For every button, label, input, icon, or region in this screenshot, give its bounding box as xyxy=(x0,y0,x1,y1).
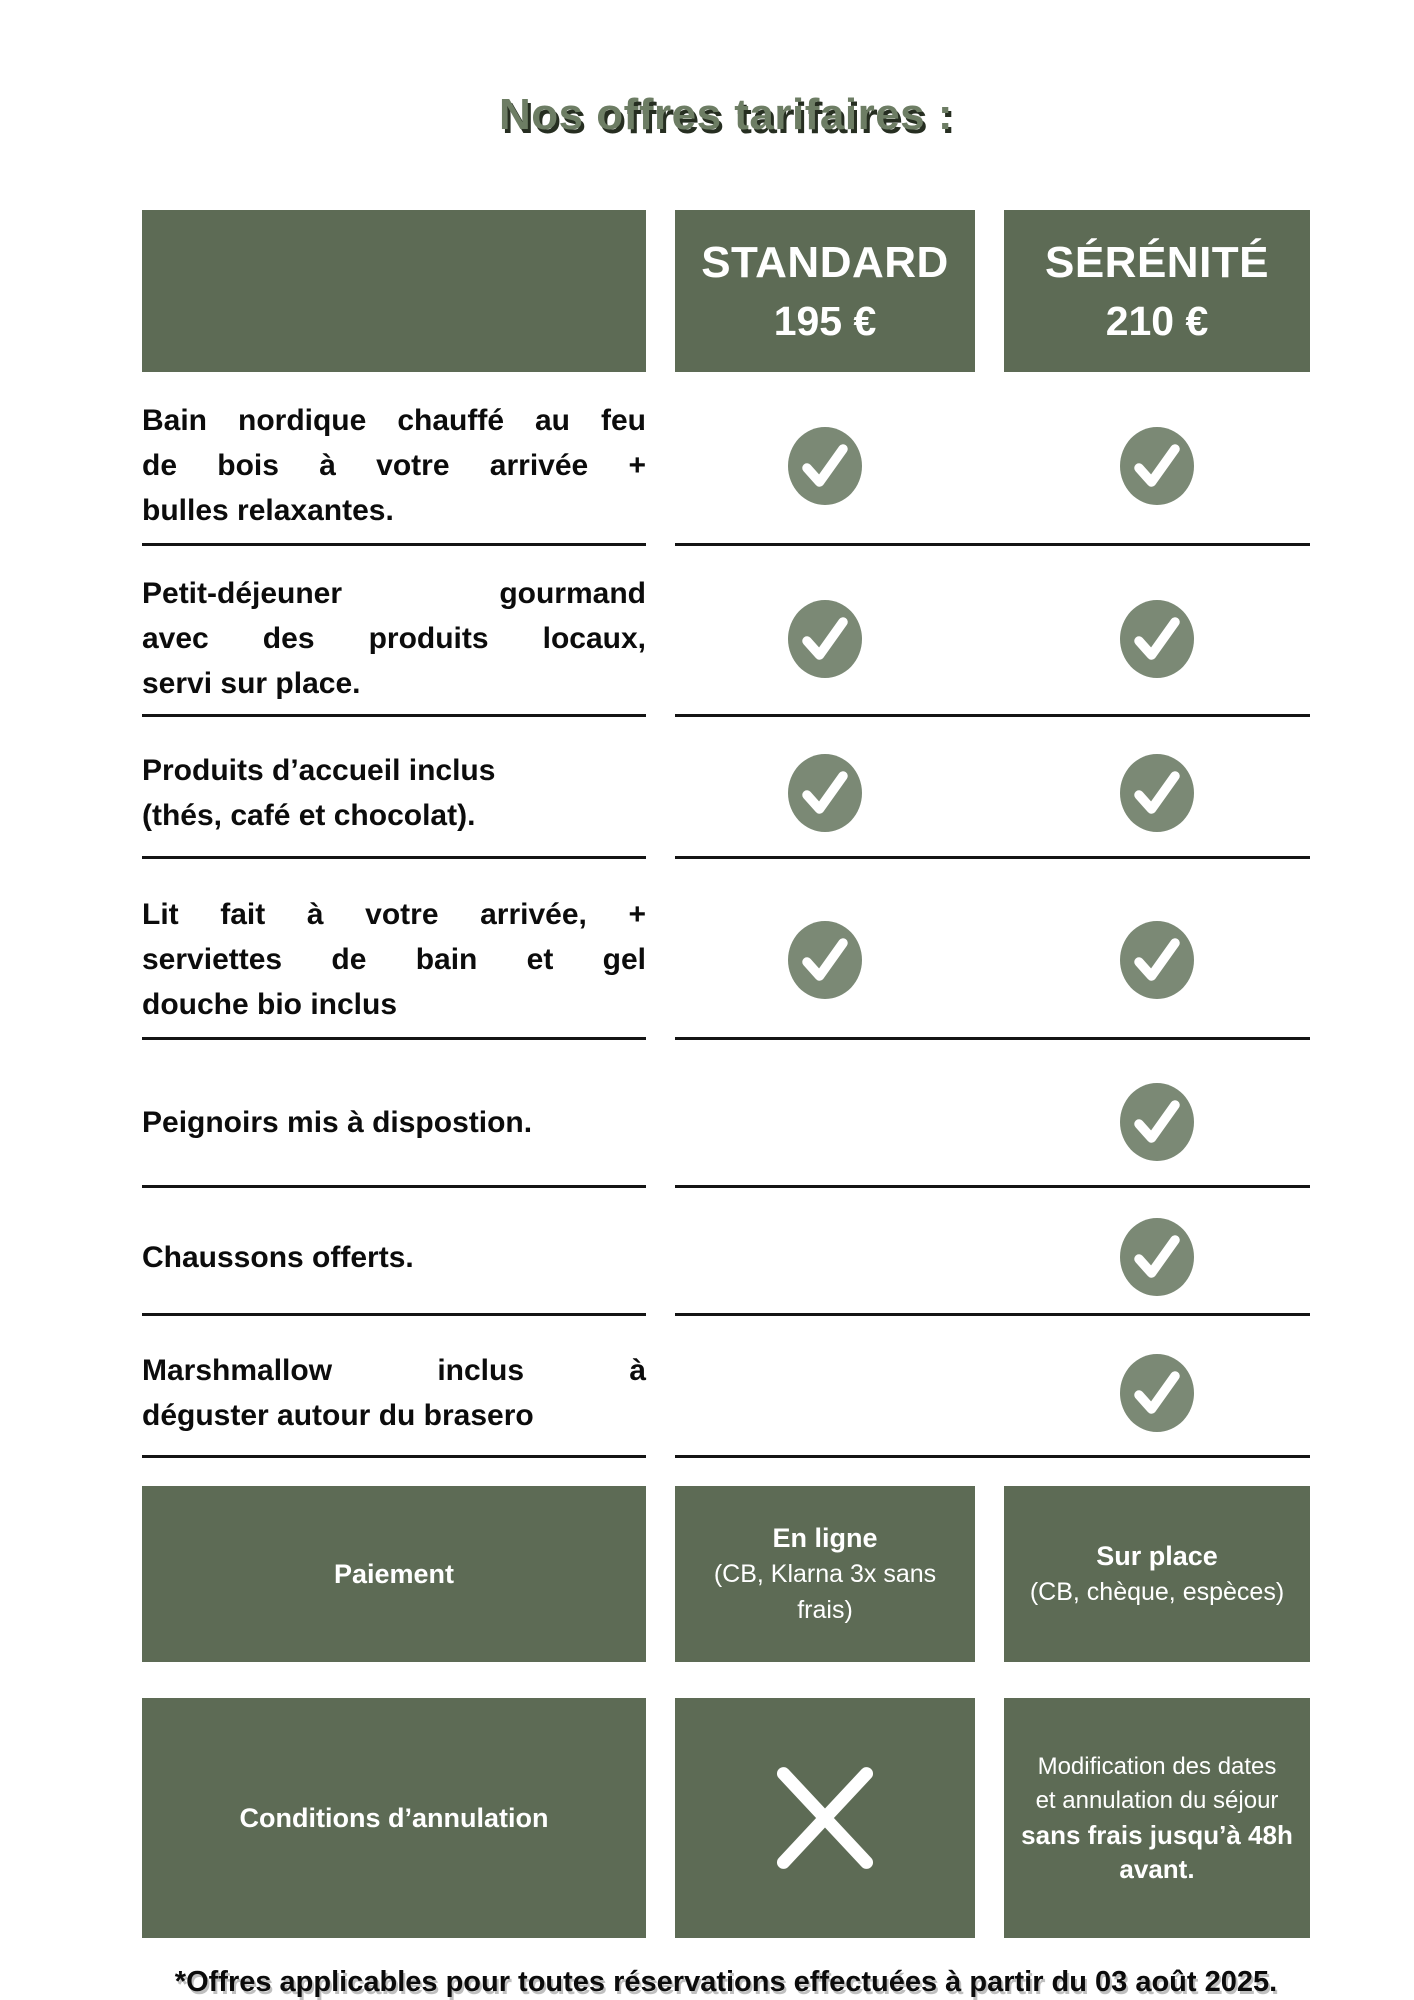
divider-right-segment xyxy=(675,1185,1310,1188)
feature-line: avec des produits locaux, xyxy=(142,622,646,655)
standard-cell xyxy=(675,754,975,832)
divider-left-segment xyxy=(142,543,646,546)
box-line: En ligne xyxy=(772,1523,878,1553)
check-icon xyxy=(788,754,862,832)
check-icon xyxy=(1120,1083,1194,1161)
row-divider xyxy=(142,1037,1310,1040)
row-divider xyxy=(142,1313,1310,1316)
feature-description xyxy=(142,748,646,838)
feature-line: douche bio inclus xyxy=(142,988,398,1021)
check-icon xyxy=(788,427,862,505)
divider-right-segment xyxy=(675,714,1310,717)
check-icon xyxy=(1120,921,1194,999)
feature-line: (thés, café et chocolat). xyxy=(142,799,476,832)
divider-left-segment xyxy=(142,856,646,859)
plan-price-serenite: 210 € xyxy=(1105,297,1209,344)
plan-price-standard: 195 € xyxy=(773,297,877,344)
divider-right-segment xyxy=(675,1313,1310,1316)
check-icon xyxy=(1120,427,1194,505)
standard-cell xyxy=(675,600,975,678)
feature-row xyxy=(142,546,1310,714)
box-line: avant. xyxy=(1119,1854,1195,1884)
feature-line: Bain nordique chauffé au feu xyxy=(142,404,646,437)
feature-description xyxy=(142,1100,646,1145)
row-divider xyxy=(142,1455,1310,1458)
feature-row xyxy=(142,1188,1310,1313)
row-divider xyxy=(142,1185,1310,1188)
feature-description xyxy=(142,398,646,533)
serenite-cell xyxy=(1004,1354,1310,1432)
payment-label-box xyxy=(142,1486,646,1662)
serenite-cell xyxy=(1004,754,1310,832)
box-line: sans frais jusqu’à 48h xyxy=(1021,1820,1293,1850)
feature-row xyxy=(142,372,1310,543)
feature-line: Chaussons offerts. xyxy=(142,1240,414,1274)
divider-right-segment xyxy=(675,1455,1310,1458)
feature-line: Produits d’accueil inclus xyxy=(142,754,496,787)
row-divider xyxy=(142,714,1310,717)
check-icon xyxy=(788,600,862,678)
x-mark-icon xyxy=(769,1762,881,1874)
cancellation-row xyxy=(142,1698,1310,1938)
divider-right-segment xyxy=(675,543,1310,546)
payment-row xyxy=(142,1486,1310,1662)
check-icon xyxy=(1120,1354,1194,1432)
payment-standard-box xyxy=(675,1486,975,1662)
plan-name-serenite: SÉRÉNITÉ xyxy=(1044,237,1270,287)
footnote: *Offres applicables pour toutes réservations effectuées à partir du 03 août 2025. xyxy=(174,1966,1278,1998)
payment-serenite-box xyxy=(1004,1486,1310,1662)
cancellation-standard-box xyxy=(675,1698,975,1938)
feature-line: serviettes de bain et gel xyxy=(142,943,646,976)
feature-line: bulles relaxantes. xyxy=(142,494,394,527)
poster-content xyxy=(142,0,1310,2000)
divider-left-segment xyxy=(142,714,646,717)
feature-line: déguster autour du brasero xyxy=(142,1399,534,1432)
feature-row xyxy=(142,859,1310,1037)
box-line: (CB, Klarna 3x sans xyxy=(713,1560,937,1588)
feature-rows xyxy=(142,372,1310,1458)
table-header xyxy=(142,210,1310,372)
feature-line: Marshmallow inclus à xyxy=(142,1354,646,1387)
row-divider xyxy=(142,543,1310,546)
feature-line: Petit-déjeuner gourmand xyxy=(142,577,646,610)
plan-name-standard: STANDARD xyxy=(701,237,949,287)
feature-line: servi sur place. xyxy=(142,667,361,700)
divider-left-segment xyxy=(142,1455,646,1458)
divider-left-segment xyxy=(142,1313,646,1316)
cancellation-label-box xyxy=(142,1698,646,1938)
header-standard-box xyxy=(675,210,975,372)
feature-line: Peignoirs mis à dispostion. xyxy=(142,1105,533,1139)
serenite-cell xyxy=(1004,1083,1310,1161)
check-icon xyxy=(1120,754,1194,832)
box-line: Modification des dates xyxy=(1037,1753,1277,1780)
box-line: (CB, chèque, espèces) xyxy=(1029,1578,1285,1606)
check-icon xyxy=(1120,600,1194,678)
header-serenite-box xyxy=(1004,210,1310,372)
divider-left-segment xyxy=(142,1037,646,1040)
divider-right-segment xyxy=(675,1037,1310,1040)
check-icon xyxy=(788,921,862,999)
feature-row xyxy=(142,1316,1310,1455)
cancellation-label: Conditions d’annulation xyxy=(239,1802,549,1833)
check-icon xyxy=(1120,1218,1194,1296)
serenite-cell xyxy=(1004,921,1310,999)
serenite-cell xyxy=(1004,1218,1310,1296)
payment-label: Paiement xyxy=(333,1558,455,1589)
cancellation-serenite-box xyxy=(1004,1698,1310,1938)
page-title: Nos offres tarifaires : xyxy=(498,90,954,139)
feature-row xyxy=(142,1040,1310,1185)
box-line: Sur place xyxy=(1096,1541,1218,1571)
row-divider xyxy=(142,856,1310,859)
feature-row xyxy=(142,717,1310,856)
standard-cell xyxy=(675,921,975,999)
box-line: et annulation du séjour xyxy=(1035,1787,1279,1814)
feature-description xyxy=(142,1235,646,1280)
feature-description xyxy=(142,571,646,706)
header-spacer-box xyxy=(142,210,646,372)
standard-cell xyxy=(675,427,975,505)
box-line: frais) xyxy=(797,1596,853,1624)
serenite-cell xyxy=(1004,600,1310,678)
feature-description xyxy=(142,892,646,1027)
serenite-cell xyxy=(1004,427,1310,505)
feature-line: de bois à votre arrivée + xyxy=(142,449,646,482)
feature-line: Lit fait à votre arrivée, + xyxy=(142,898,646,931)
feature-description xyxy=(142,1348,646,1438)
divider-right-segment xyxy=(675,856,1310,859)
divider-left-segment xyxy=(142,1185,646,1188)
